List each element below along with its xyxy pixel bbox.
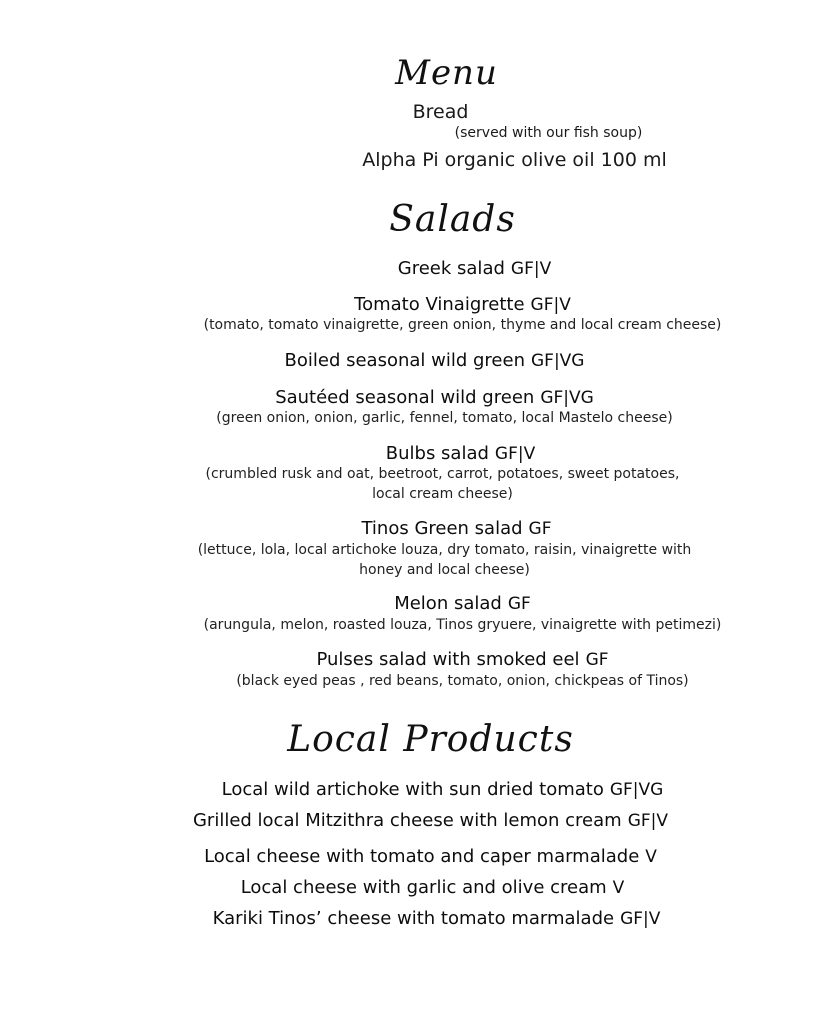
item-name: Kariki Tinos’ cheese with tomato marmalade xyxy=(212,908,615,929)
menu-heading: Menu xyxy=(395,53,498,93)
item-description: (green onion, onion, garlic, fennel, tomato, local Mastelo cheese) xyxy=(216,410,673,426)
item-description: (lettuce, lola, local artichoke louza, dry tomato, raisin, vinaigrette with xyxy=(197,542,692,558)
diet-tag: GF|V xyxy=(627,811,669,831)
item-name: Sautéed seasonal wild green xyxy=(275,387,535,408)
item-name: Pulses salad with smoked eel xyxy=(316,649,580,670)
menu-item xyxy=(0,651,837,669)
diet-tag: V xyxy=(612,878,625,898)
item-description: (crumbled rusk and oat, beetroot, carrot, potatoes, sweet potatoes, xyxy=(205,466,680,482)
olive-oil-item: Alpha Pi organic olive oil 100 ml xyxy=(362,149,667,171)
bread-note: (served with our fish soup) xyxy=(454,125,643,141)
diet-tag: GF xyxy=(585,650,609,670)
menu-item xyxy=(0,781,837,799)
diet-tag: V xyxy=(645,847,657,867)
salads-heading: Salads xyxy=(389,199,516,240)
item-description: (arungula, melon, roasted louza, Tinos gryuere, vinaigrette with petimezi) xyxy=(203,617,722,633)
menu-item xyxy=(0,910,837,928)
diet-tag: GF|VG xyxy=(540,388,594,408)
item-name: Boiled seasonal wild green xyxy=(284,350,525,371)
item-name: Tomato Vinaigrette xyxy=(354,294,525,315)
diet-tag: GF|V xyxy=(510,259,552,279)
item-description: (tomato, tomato vinaigrette, green onion, thyme and local cream cheese) xyxy=(203,317,722,333)
item-name: Tinos Green salad xyxy=(361,518,523,539)
menu-item xyxy=(0,595,837,613)
item-name: Local cheese with garlic and olive cream xyxy=(240,877,607,898)
menu-item xyxy=(0,296,837,314)
item-name: Bulbs salad xyxy=(385,443,489,464)
item-name: Melon salad xyxy=(394,593,502,614)
diet-tag: GF|VG xyxy=(531,351,585,371)
menu-item xyxy=(0,520,837,538)
menu-item xyxy=(0,879,837,897)
diet-tag: GF|V xyxy=(530,295,571,315)
diet-tag: GF|VG xyxy=(609,780,664,800)
menu-item xyxy=(0,445,837,463)
menu-item xyxy=(0,260,837,278)
diet-tag: GF|V xyxy=(620,909,661,929)
menu-item xyxy=(0,848,837,866)
local-products-heading: Local Products xyxy=(287,719,574,760)
diet-tag: GF|V xyxy=(494,444,536,464)
menu-item xyxy=(0,352,837,370)
item-name: Grilled local Mitzithra cheese with lemon cream xyxy=(192,810,622,831)
menu-item xyxy=(0,389,837,407)
item-name: Greek salad xyxy=(397,258,505,279)
item-name: Local wild artichoke with sun dried tomato xyxy=(221,779,604,800)
bread-item: Bread xyxy=(412,101,469,123)
diet-tag: GF xyxy=(507,594,531,614)
diet-tag: GF xyxy=(528,519,552,539)
menu-item xyxy=(0,812,837,830)
item-description-cont: honey and local cheese) xyxy=(359,562,530,578)
item-description-cont: local cream cheese) xyxy=(372,486,513,502)
item-name: Local cheese with tomato and caper marmalade xyxy=(204,846,640,867)
item-description: (black eyed peas , red beans, tomato, onion, chickpeas of Tinos) xyxy=(236,673,689,689)
